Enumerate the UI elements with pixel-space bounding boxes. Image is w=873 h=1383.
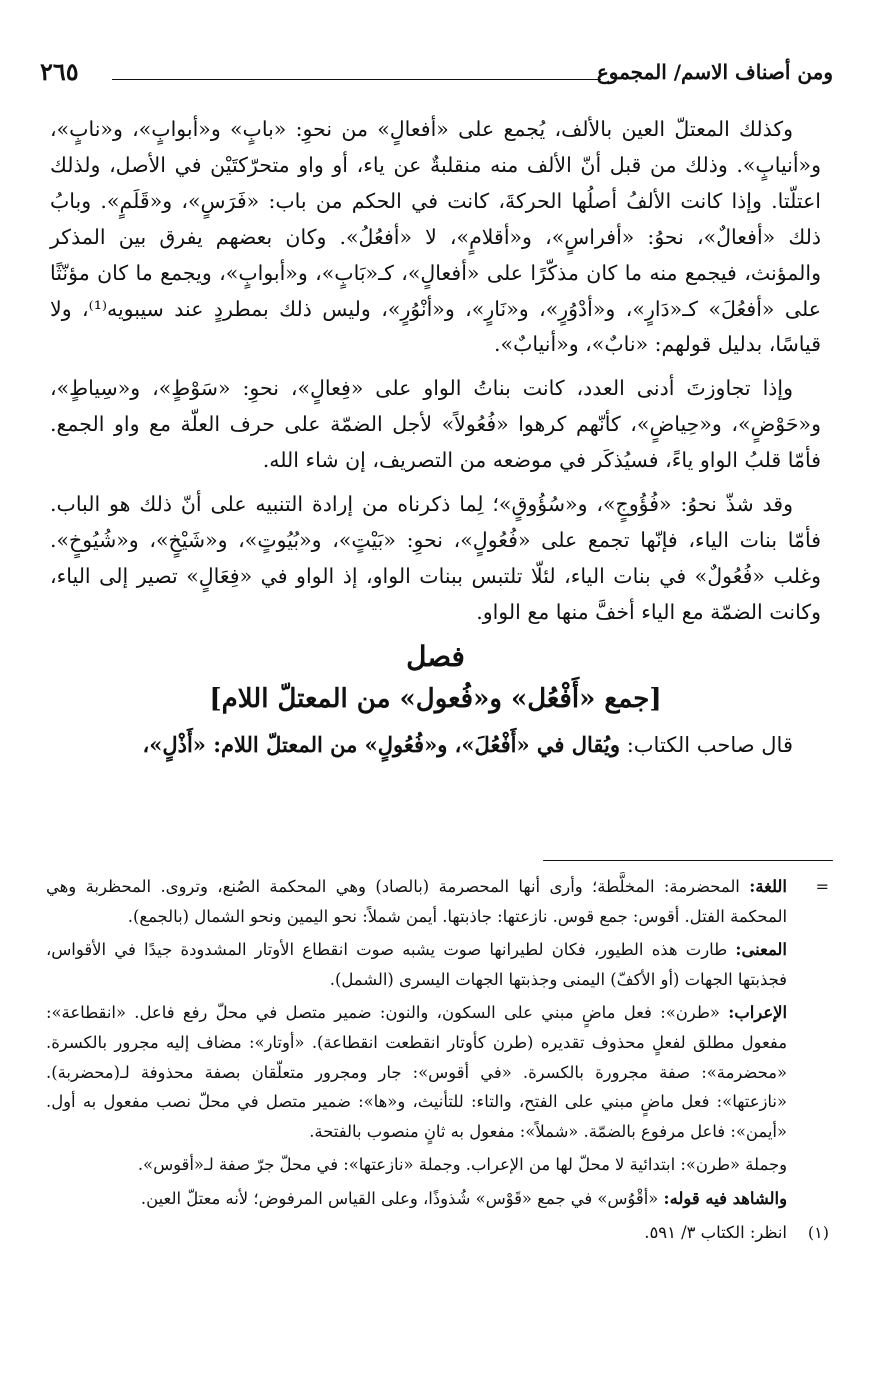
- footnote-1: [46, 1218, 833, 1248]
- paragraph-1: وكذلك المعتلّ العين بالألف، يُجمع على «أفعالٍ» من نحوِ: «بابٍ» و«أبوابٍ»، و«نابٍ»، و«أنيابٍ». وذلك من قبل أنّ الألف منه منقلبةٌ عن ياء، أو واو متحرّكتَيْن في الأصل، ولذلك اعتلّتا. وإذا كانت الألفُ أصلُها الحركةَ، كانت في الحكم من باب: «فَرَسٍ»، و«قَلَمٍ». وبابُ ذلك «أفعالٌ»، نحوُ: «أفراسٍ»، و«أقلامٍ»، لا «أفعُلُ». وكان بعضهم يفرق بين المذكر والمؤنث، فيجمع منه ما كان مذكّرًا على «أفعالٍ»، كـ«بَابٍ»، و«أبوابٍ»، ويجمع ما كان مؤنّثًا على «أفعُلَ» كـ«دَارٍ»، و«أدْوُرٍ»، و«نَارٍ»، و«أنْوُرٍ»، وليس ذلك بمطردٍ عند سيبويه⁽¹⁾، ولا قياسًا، بدليل قولهم: «نابٌ»، و«أنيابٌ».: [50, 117, 822, 357]
- footnotes: [46, 872, 833, 1247]
- quote-text: ويُقال في «أَفْعُلَ»، و«فُعُولٍ» من المعتلّ اللام: «أَذْلٍ»،: [142, 731, 621, 757]
- footnote-continuation: [46, 872, 833, 1214]
- footnote-irab: [46, 998, 787, 1146]
- section-title: [جمع «أَفْعُل» و«فُعول» من المعتلّ اللام]: [209, 683, 662, 714]
- paragraph-3: وقد شذّ نحوُ: «فُؤُوجٍ»، و«سُؤُوقٍ»؛ لِما ذكرناه من إرادة التنبيه على أنّ ذلك هو الباب. فأمّا بنات الياء، فإنّها تجمع على «فُعُولٍ»، نحوِ: «بَيْتٍ»، و«بُيُوتٍ»، و«شَيْخٍ»، و«شُيُوخٍ». وغلب «فُعُولٌ» في بنات الياء، لئلّا تلتبس ببنات الواو، إذ الواو في «فِعَالٍ» تصير إلى الياء، وكانت الضمّة مع الياء أخفَّ منها مع الواو.: [50, 492, 821, 624]
- footnote-lugha: [46, 872, 787, 931]
- page-header: [40, 52, 833, 92]
- irab-text: «طرن»: فعل ماضٍ مبني على السكون، والنون: ضمير متصل في محلّ رفع فاعل. «انقطاعة»: مفعول مطلق لفعلٍ محذوف تقديره (طرن كأوتار انقطعت انقطاعة). «أوتار»: مضاف إليه مجرور بالكسرة. «محضرمة»: صفة مجرورة بالكسرة. «في أقوس»: جار ومجرور متعلّقان بصفة محذوفة لـ(محضربة). «نازعتها»: فعل ماضٍ مبني على الفتح، والتاء: للتأنيث، و«ها»: ضمير متصل في محلّ نصب مفعول به أول. «أيمن»: فاعل مرفوع بالضمّة. «شملاً»: مفعول به ثانٍ منصوب بالفتحة.: [46, 1003, 787, 1141]
- maana-text: طارت هذه الطيور، فكان لطيرانها صوت يشبه صوت انقطاع الأوتار المشدودة جيدًا في الأقواس، فجذبتها الجهات (أو الأكفّ) اليمنى وجذبتها الجهات اليسرى (الشمل).: [46, 940, 787, 989]
- lugha-text: المحضرمة: المخلَّطة؛ وأرى أنها المحصرمة (بالصاد) وهي المحكمة الصُنع، وتروى. المحظربة وهي المحكمة الفتل. أقوس: جمع قوس. نازعتها: جاذبتها. أيمن شملاً: نحو اليمين ونحو الشمال (بالجمع).: [46, 877, 787, 926]
- lugha-label: اللغة:: [749, 877, 787, 896]
- footnote-jumla: وجملة «طرن»: ابتدائية لا محلّ لها من الإعراب. وجملة «نازعتها»: في محلّ جرّ صفة لـ«أقوس».: [137, 1155, 787, 1175]
- section-heading: فصل: [406, 639, 465, 673]
- irab-label: الإعراب:: [728, 1003, 787, 1023]
- page-number: ٢٦٥: [40, 57, 79, 86]
- maana-label: المعنى:: [735, 940, 787, 960]
- running-title: ومن أصناف الاسم/ المجموع: [596, 60, 833, 84]
- footnote-shahid: [46, 1184, 787, 1214]
- footnote-rule: [543, 860, 833, 861]
- shahid-label: والشاهد فيه قوله:: [663, 1188, 787, 1208]
- footnote-maana: [46, 935, 787, 994]
- footnote-1-text: انظر: الكتاب ٣/ ٥٩١.: [644, 1222, 787, 1242]
- paragraph-2: وإذا تجاوزتَ أدنى العدد، كانت بناتُ الواو على «فِعالٍ»، نحوِ: «سَوْطٍ»، و«سِياطٍ»، و«حَوْضٍ»، و«حِياضٍ»، كأنّهم كرهوا «فُعُولاً» لأجل الضمّة على حرف العلّة مع واو الجمع. فأمّا قلبُ الواو ياءً، فسيُذكَر في موضعه من التصريف، إن شاء الله.: [50, 376, 821, 473]
- author-quote: [50, 725, 821, 765]
- quote-label: قال صاحب الكتاب:: [626, 732, 793, 757]
- footnote-number: (١): [807, 1222, 829, 1242]
- continuation-marker: =: [815, 877, 829, 896]
- main-text: [50, 112, 821, 765]
- shahid-text: «أقْوُس» في جمع «قَوْس» شُذوذًا، وعلى القياس المرفوض؛ لأنه معتلّ العين.: [140, 1188, 659, 1208]
- header-rule: [112, 79, 601, 80]
